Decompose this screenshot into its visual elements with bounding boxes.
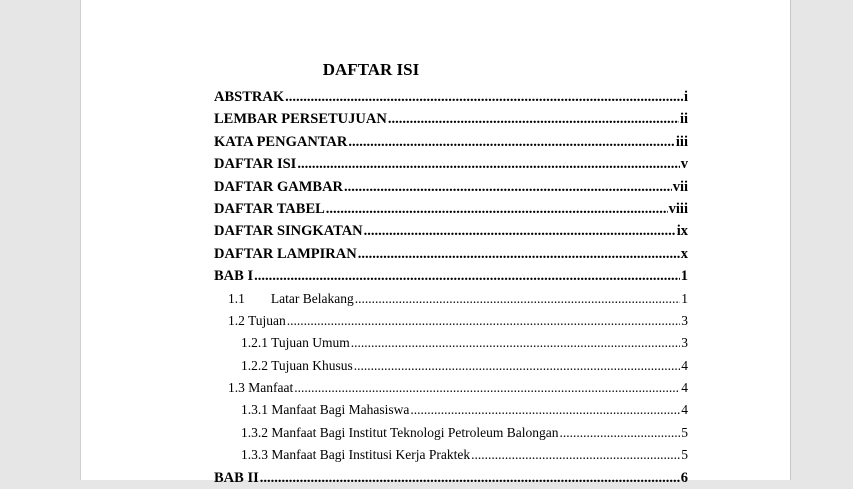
dot-leader bbox=[410, 399, 680, 421]
toc-entry-label: DAFTAR SINGKATAN bbox=[214, 223, 363, 240]
dot-leader bbox=[354, 355, 680, 377]
dot-leader bbox=[364, 220, 676, 242]
toc-entry[interactable] bbox=[214, 310, 688, 332]
toc-entry-page: iii bbox=[675, 133, 688, 150]
dot-leader bbox=[254, 265, 680, 287]
dot-leader bbox=[351, 332, 680, 354]
toc-entry[interactable] bbox=[214, 377, 688, 399]
toc-entry[interactable] bbox=[214, 444, 688, 466]
toc-entry-label: 1.3.1 Manfaat Bagi Mahasiswa bbox=[241, 402, 410, 418]
toc-entry-label: 1.2.1 Tujuan Umum bbox=[241, 335, 350, 351]
dot-leader bbox=[344, 176, 672, 198]
dot-leader bbox=[287, 310, 680, 332]
toc-entry-label: ABSTRAK bbox=[214, 89, 285, 105]
toc-entry-label: 1.3.3 Manfaat Bagi Institusi Kerja Praktek bbox=[241, 447, 471, 463]
toc-entry-label: 1.3.2 Manfaat Bagi Institut Teknologi Petroleum Balongan bbox=[241, 424, 559, 440]
dot-leader bbox=[358, 243, 680, 265]
dot-leader bbox=[294, 377, 680, 399]
toc-entry[interactable] bbox=[214, 288, 688, 310]
toc-entry-page: 3 bbox=[681, 312, 688, 328]
toc-entry[interactable] bbox=[214, 467, 688, 489]
dot-leader bbox=[348, 131, 675, 153]
dot-leader bbox=[560, 422, 681, 444]
dot-leader bbox=[388, 108, 679, 130]
toc-entry-page: 5 bbox=[681, 447, 688, 463]
toc-entry-page: vii bbox=[672, 178, 688, 195]
toc-entry[interactable] bbox=[214, 198, 688, 220]
toc-entry-page: 3 bbox=[681, 335, 688, 351]
dot-leader bbox=[326, 198, 668, 220]
toc-entry-page: x bbox=[680, 245, 688, 262]
toc-entry-page: 1 bbox=[680, 268, 688, 285]
dot-leader bbox=[297, 153, 679, 175]
toc-entry-page: 1 bbox=[681, 290, 688, 306]
toc-entry[interactable] bbox=[214, 220, 688, 242]
toc-entry-page: 5 bbox=[681, 424, 688, 440]
toc-entry-label: Latar Belakang bbox=[270, 290, 354, 306]
dot-leader bbox=[355, 288, 681, 310]
toc-entry-label: DAFTAR ISI bbox=[214, 156, 297, 173]
toc-entry[interactable] bbox=[214, 355, 688, 377]
toc-entry-label: 1.2 Tujuan bbox=[228, 312, 286, 328]
dot-leader bbox=[260, 467, 680, 489]
toc-entry[interactable] bbox=[214, 153, 688, 175]
toc-entry[interactable] bbox=[214, 265, 688, 287]
toc-entry-page: i bbox=[683, 89, 688, 105]
toc-entry[interactable] bbox=[214, 332, 688, 354]
toc-entry-page: v bbox=[680, 156, 688, 173]
toc-entry-label: DAFTAR TABEL bbox=[214, 200, 325, 217]
toc-entry-label: LEMBAR PERSETUJUAN bbox=[214, 111, 387, 128]
toc-entry-label: BAB II bbox=[214, 469, 259, 486]
toc-entry-page: 4 bbox=[681, 380, 688, 396]
toc-entry-label: BAB I bbox=[214, 268, 254, 285]
toc-entry[interactable] bbox=[214, 176, 688, 198]
toc-entry[interactable] bbox=[214, 131, 688, 153]
toc-entry-label: 1.2.2 Tujuan Khusus bbox=[241, 357, 353, 373]
toc-entry-page: 4 bbox=[681, 357, 688, 373]
dot-leader bbox=[471, 444, 680, 466]
toc-entry-label: DAFTAR LAMPIRAN bbox=[214, 245, 357, 262]
toc-entry-page: ix bbox=[676, 223, 688, 240]
toc-entry[interactable] bbox=[214, 108, 688, 130]
toc-entry-number: 1.1 bbox=[228, 290, 245, 306]
toc-entry-label: KATA PENGANTAR bbox=[214, 133, 348, 150]
toc-entry[interactable] bbox=[214, 243, 688, 265]
dot-leader bbox=[285, 86, 683, 108]
toc-entry-page: 4 bbox=[681, 402, 688, 418]
toc-entry-page: ii bbox=[679, 111, 688, 128]
toc-entry-label: 1.3 Manfaat bbox=[228, 380, 294, 396]
table-of-contents bbox=[214, 86, 688, 489]
toc-entry-label: DAFTAR GAMBAR bbox=[214, 178, 344, 195]
toc-entry-page: viii bbox=[668, 200, 688, 217]
toc-entry[interactable] bbox=[214, 86, 688, 108]
page-title: DAFTAR ISI bbox=[322, 60, 420, 79]
toc-entry[interactable] bbox=[214, 399, 688, 421]
toc-entry-page: 6 bbox=[680, 469, 688, 486]
toc-entry[interactable] bbox=[214, 422, 688, 444]
